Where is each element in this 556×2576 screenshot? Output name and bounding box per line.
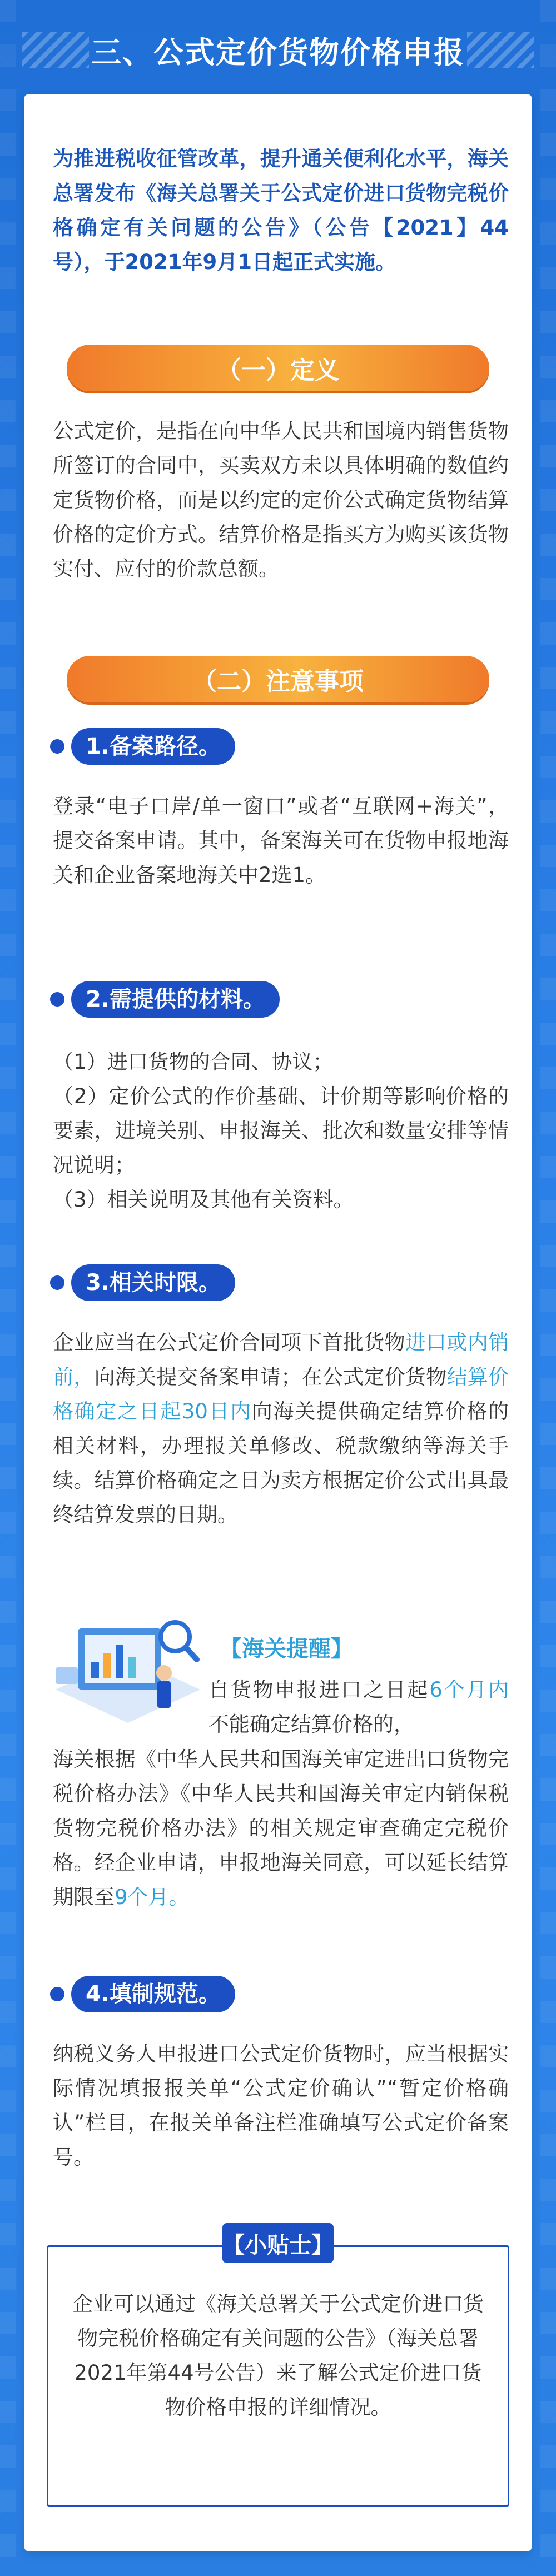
title-stripes-right — [467, 32, 534, 68]
title-stripes-left — [22, 32, 89, 68]
time-limit-paragraph — [53, 1326, 509, 1532]
subheading-filing-path — [50, 728, 235, 765]
time-limit-text-1: 企业应当在公式定价合同项下首批货物 — [53, 1331, 405, 1354]
filling-standard-paragraph: 纳税义务人申报进口公式定价货物时，应当根据实际情况填报报关单“公式定价确认”“暂定价格确认”栏目，在报关单备注栏准确填写公式定价备案号。 — [53, 2042, 509, 2169]
materials-item-3: （3）相关说明及其他有关资料。 — [53, 1188, 354, 1212]
subheading-materials-label: 2.需提供的材料。 — [71, 981, 280, 1018]
reminder-paragraph — [53, 1742, 509, 1915]
time-limit-text-2: 向海关提交备案申请；在公式定价货物 — [94, 1365, 447, 1389]
page-title: 三、公式定价货物价格申报 — [91, 34, 465, 70]
section-heading-definition — [67, 345, 489, 391]
subheading-materials — [50, 981, 280, 1018]
section-heading-definition-label: （一）定义 — [217, 356, 339, 385]
subheading-filling-standard-label: 4.填制规范。 — [71, 1976, 235, 2012]
reminder-intro — [209, 1673, 509, 1742]
page-title-bar — [0, 17, 556, 83]
subheading-filing-path-label: 1.备案路径。 — [71, 728, 235, 765]
section-heading-notes — [67, 656, 489, 702]
bullet-dot — [50, 1275, 64, 1290]
filing-path-paragraph: 登录“电子口岸/单一窗口”或者“互联网+海关”，提交备案申请。其中，备案海关可在货物申报地海关和企业备案地海关中2选1。 — [53, 794, 509, 887]
materials-list — [53, 1045, 509, 1217]
subheading-time-limit — [50, 1264, 235, 1301]
reminder-title: 【海关提醒】 — [220, 1636, 353, 1662]
reminder-highlight-2: 9个月。 — [115, 1885, 190, 1909]
bullet-dot — [50, 739, 64, 754]
data-analysis-illustration-icon — [44, 1606, 206, 1734]
section-heading-notes-label: （二）注意事项 — [192, 667, 364, 696]
materials-item-2: （2）定价公式的作价基础、计价期等影响价格的要素，进境关别、申报海关、批次和数量安排等情况说明； — [53, 1084, 509, 1177]
reminder-text-3: 海关根据《中华人民共和国海关审定进出口货物完税价格办法》《中华人民共和国海关审定内销保税货物完税价格办法》的相关规定审查确定完税价格。经企业申请，申报地海关同意，可以延长结算期限至 — [53, 1747, 509, 1909]
subheading-filling-standard — [50, 1976, 235, 2012]
bullet-dot — [50, 1987, 64, 2001]
time-limit-highlight-1: 进口或内销前， — [53, 1331, 509, 1389]
right-decoration — [540, 0, 556, 2576]
time-limit-highlight-2: 结算价格确定之日起30日内 — [53, 1365, 509, 1423]
subheading-time-limit-label: 3.相关时限。 — [71, 1264, 235, 1301]
tip-label: 【小贴士】 — [222, 2223, 334, 2263]
reminder-text-1: 自货物申报进口之日起 — [209, 1678, 430, 1702]
reminder-highlight-1: 6个月内 — [429, 1678, 509, 1702]
definition-paragraph: 公式定价，是指在向中华人民共和国境内销售货物所签订的合同中，买卖双方未以具体明确的数值约定货物价格，而是以约定的定价公式确定货物结算价格的定价方式。结算价格是指买方为购买该货物实付、应付的价款总额。 — [53, 419, 509, 581]
intro-paragraph: 为推进税收征管改革，提升通关便利化水平，海关总署发布《海关总署关于公式定价进口货物完税价格确定有关问题的公告》（公告【2021】44号），于2021年9月1日起正式实施。 — [53, 147, 509, 274]
left-decoration — [0, 0, 16, 2576]
tip-paragraph: 企业可以通过《海关总署关于公式定价进口货物完税价格确定有关问题的公告》（海关总署2021年第44号公告）来了解公式定价进口货物价格申报的详细情况。 — [72, 2292, 484, 2419]
bullet-dot — [50, 992, 64, 1007]
time-limit-text-3: 向海关提供确定结算价格的相关材料，办理报关单修改、税款缴纳等海关手续。结算价格确定之日为卖方根据定价公式出具最终结算发票的日期。 — [53, 1399, 509, 1527]
materials-item-1: （1）进口货物的合同、协议； — [53, 1050, 334, 1074]
reminder-text-2: 不能确定结算价格的， — [209, 1712, 414, 1736]
